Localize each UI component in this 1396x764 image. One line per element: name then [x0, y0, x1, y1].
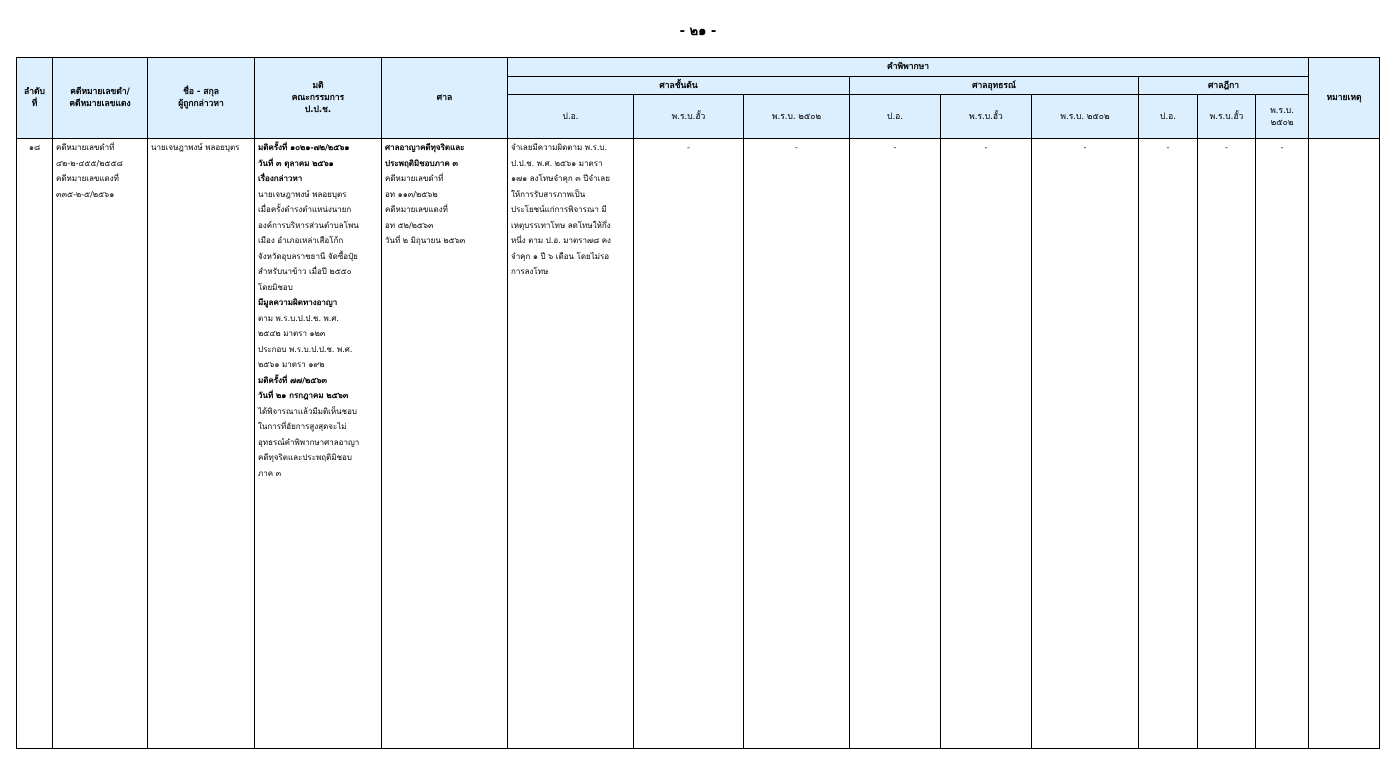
row-first-act-2502: - — [744, 139, 850, 749]
resolution-line: จังหวัดอุบลราชธานี จัดซื้อปุ๋ย — [258, 251, 358, 261]
resolution-line: มติครั้งที่ ๑๐๒๑-๗๒/๒๕๖๑ — [258, 143, 350, 152]
resolution-line: ได้พิจารณาแล้วมีมติเห็นชอบ — [258, 406, 357, 416]
court-line: คดีหมายเลขดำที่ — [385, 174, 444, 183]
row-first-org-act: - — [634, 139, 744, 749]
header-seq: ลำดับ ที่ — [17, 58, 53, 139]
resolution-line: สำหรับนาข้าว เมื่อปี ๒๕๕๐ — [258, 267, 352, 276]
header-accused-name: ชื่อ - สกุล ผู้ถูกกล่าวหา — [148, 58, 255, 139]
row-appeal-act-2502: - — [1032, 139, 1139, 749]
case-table — [16, 57, 1380, 749]
resolution-line: นายเจษฎาพงษ์ พลอยบุตร — [258, 189, 347, 199]
court-line: อท ๑๑๓/๒๕๖๒ — [385, 189, 438, 199]
header-supreme-org-act: พ.ร.บ.ฮั้ว — [1198, 95, 1256, 139]
header-supreme-act-2502: พ.ร.บ. ๒๕๐๒ — [1256, 95, 1309, 139]
row-appeal-criminal-code: - — [850, 139, 941, 749]
header-supreme-criminal-code: ป.อ. — [1139, 95, 1198, 139]
resolution-line: เมื่อครั้งดำรงตำแหน่งนายก — [258, 205, 352, 214]
header-first-criminal-code: ป.อ. — [508, 95, 634, 139]
header-court: ศาล — [382, 58, 508, 139]
header-court-supreme: ศาลฎีกา — [1139, 77, 1309, 95]
row-case-number: คดีหมายเลขดำที่ ๔๒-๒-๔๕๕/๒๕๕๘ คดีหมายเลขแดงที่ ๓๓๕-๒-๕/๒๕๖๑ — [53, 139, 148, 749]
resolution-line: ประกอบ พ.ร.บ.ป.ป.ช. พ.ศ. — [258, 344, 353, 354]
court-line: ประพฤติมิชอบภาค ๓ — [385, 158, 458, 168]
header-court-first-instance: ศาลชั้นต้น — [508, 77, 850, 95]
resolution-line: มติครั้งที่ ๗๗/๒๕๖๓ — [258, 375, 327, 385]
resolution-line: คดีทุจริตและประพฤติมิชอบ — [258, 453, 352, 462]
court-line: อท ๕๒/๒๕๖๓ — [385, 220, 434, 230]
header-appeal-org-act: พ.ร.บ.ฮั้ว — [941, 95, 1032, 139]
court-line: คดีหมายเลขแดงที่ — [385, 205, 448, 214]
resolution-line: องค์การบริหารส่วนตำบลโพน — [258, 220, 359, 230]
court-line: ศาลอาญาคดีทุจริตและ — [385, 143, 465, 152]
table-row — [17, 139, 1380, 749]
header-judgment: คำพิพากษา — [508, 58, 1309, 77]
row-accused-name: นายเจษฎาพงษ์ พลอยบุตร — [148, 139, 255, 749]
header-case-number: คดีหมายเลขดำ/ คดีหมายเลขแดง — [53, 58, 148, 139]
header-court-appeal: ศาลอุทธรณ์ — [850, 77, 1139, 95]
resolution-line: ในการที่อัยการสูงสุดจะไม่ — [258, 422, 347, 431]
resolution-line: วันที่ ๓ ตุลาคม ๒๕๖๑ — [258, 158, 334, 168]
resolution-line: อุทธรณ์คำพิพากษาศาลอาญา — [258, 437, 360, 447]
resolution-line: ตาม พ.ร.บ.ป.ป.ช. พ.ศ. — [258, 313, 339, 323]
row-seq: ๑๘ — [17, 139, 53, 749]
row-resolution — [255, 139, 382, 749]
resolution-line: โดยมิชอบ — [258, 282, 293, 292]
resolution-line: ภาค ๓ — [258, 468, 282, 478]
court-line: วันที่ ๒ มิถุนายน ๒๕๖๓ — [385, 236, 466, 245]
resolution-line: เมือง อำเภอเหล่าเสือโก้ก — [258, 236, 344, 245]
row-supreme-org-act: - — [1198, 139, 1256, 749]
header-remark: หมายเหตุ — [1309, 58, 1380, 139]
header-resolution: มติ คณะกรรมการ ป.ป.ช. — [255, 58, 382, 139]
row-appeal-org-act: - — [941, 139, 1032, 749]
page-number: - ๒๑ - — [679, 24, 717, 39]
row-supreme-act-2502: - — [1256, 139, 1309, 749]
resolution-line: ๒๕๖๑ มาตรา ๑๙๒ — [258, 360, 325, 369]
row-supreme-criminal-code: - — [1139, 139, 1198, 749]
resolution-line: เรื่องกล่าวหา — [258, 174, 303, 183]
resolution-line: มีมูลความผิดทางอาญา — [258, 298, 338, 307]
row-court — [382, 139, 508, 749]
resolution-line: ๒๕๔๒ มาตรา ๑๒๓ — [258, 329, 326, 338]
row-remark — [1309, 139, 1380, 749]
header-first-act-2502: พ.ร.บ. ๒๕๐๒ — [744, 95, 850, 139]
resolution-line: วันที่ ๒๑ กรกฎาคม ๒๕๖๓ — [258, 391, 349, 400]
header-appeal-criminal-code: ป.อ. — [850, 95, 941, 139]
header-first-org-act: พ.ร.บ.ฮั้ว — [634, 95, 744, 139]
row-first-criminal-code: จำเลยมีความผิดตาม พ.ร.บ. ป.ป.ช. พ.ศ. ๒๕๖๑ มาตรา ๑๗๑ ลงโทษจำคุก ๓ ปีจำเลย ให้การรับสารภาพเป็น ประโยชน์แก่การพิจารณา มี เหตุบรรเทาโทษ ลดโทษให้กึ่ง หนึ่ง ตาม ป.อ. มาตรา๗๘ คง จำคุก ๑ ปี ๖ เดือน โดยไม่รอ การลงโทษ — [508, 139, 634, 749]
header-appeal-act-2502: พ.ร.บ. ๒๕๐๒ — [1032, 95, 1139, 139]
